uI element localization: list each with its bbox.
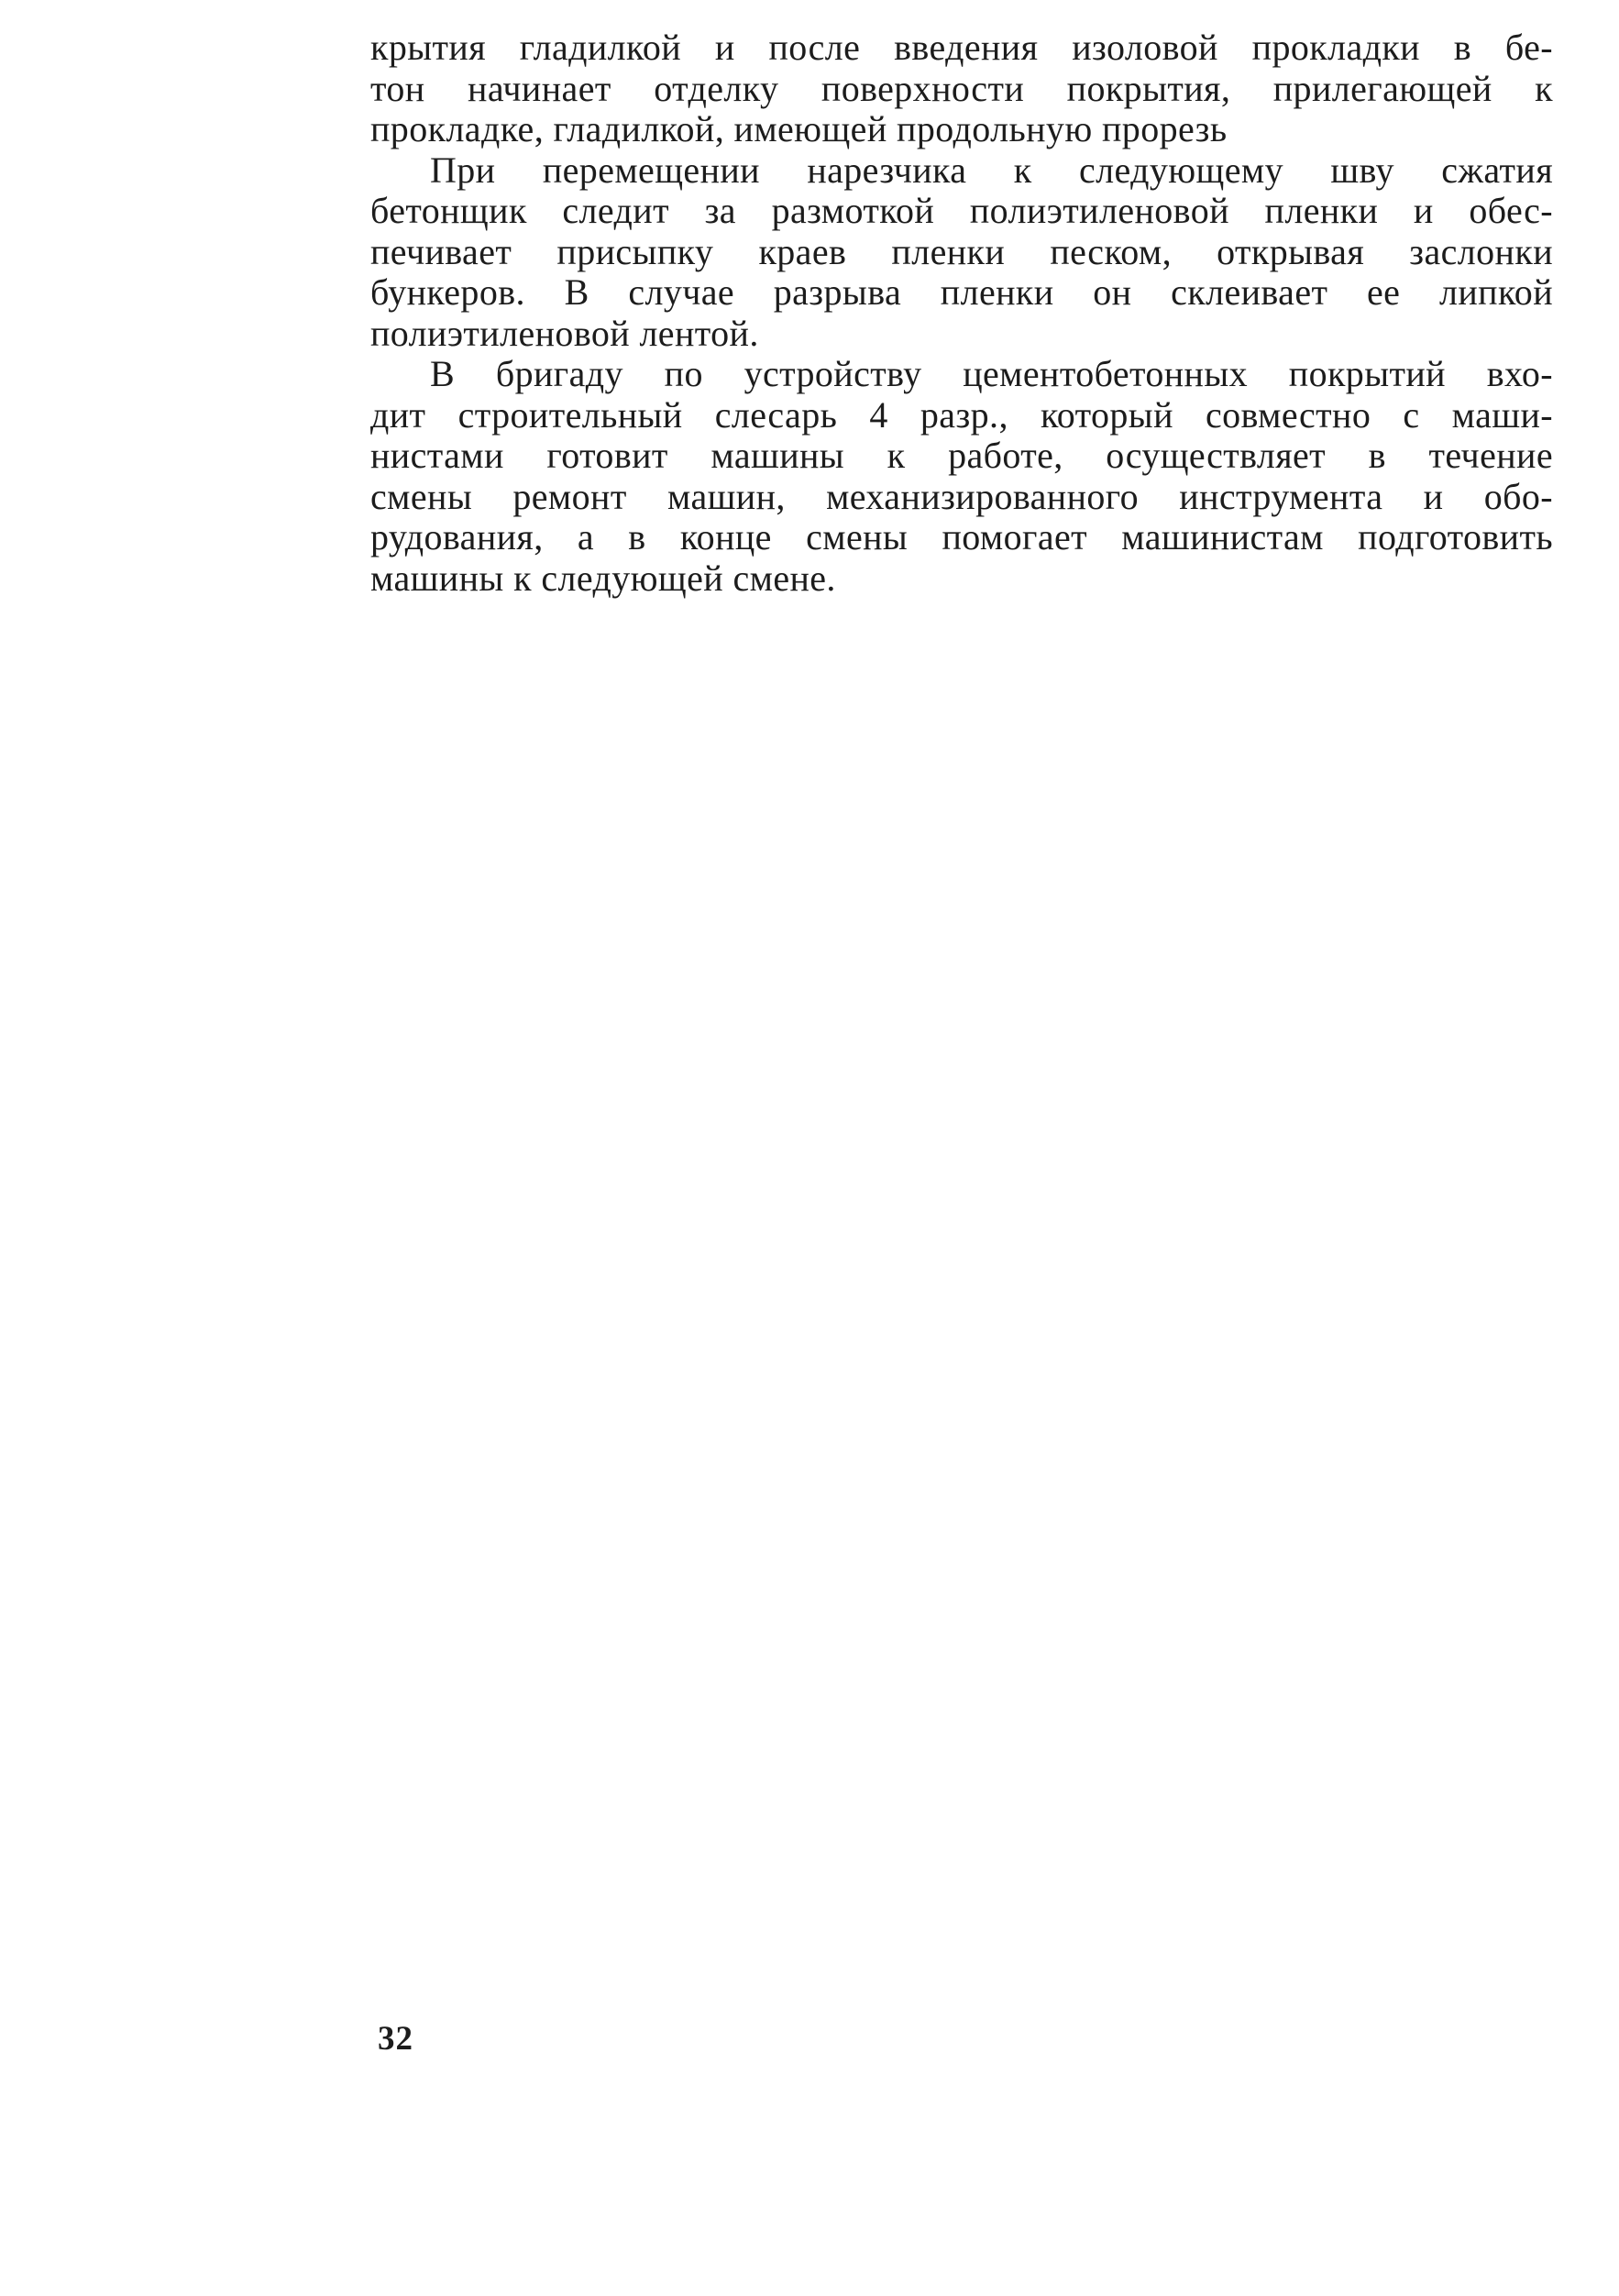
- text-line: прокладке, гладилкой, имеющей продольную прорезь: [370, 108, 1228, 149]
- text-line: В бригаду по устройству цементобетонных покрытий вхо-: [430, 353, 1553, 394]
- text-line: бетонщик следит за размоткой полиэтиленовой пленки и обес-: [370, 190, 1553, 231]
- paragraph-2: [370, 150, 1553, 355]
- text-line: крытия гладилкой и после введения изоловой прокладки в бе-: [370, 27, 1553, 68]
- text-line: машины к следующей смене.: [370, 557, 836, 599]
- paragraph-1: [370, 28, 1553, 150]
- body-text: [370, 28, 1553, 599]
- text-line: рудования, а в конце смены помогает машинистам подготовить: [370, 516, 1553, 557]
- page-number: 32: [378, 2020, 413, 2058]
- paragraph-3: [370, 354, 1553, 599]
- text-line: полиэтиленовой лентой.: [370, 312, 759, 354]
- text-line: смены ремонт машин, механизированного инструмента и обо-: [370, 475, 1553, 517]
- text-line: дит строительный слесарь 4 разр., который совместно с маши-: [370, 393, 1553, 436]
- text-line: тон начинает отделку поверхности покрытия, прилегающей к: [370, 67, 1553, 109]
- text-line: бункеров. В случае разрыва пленки он склеивает ее липкой: [370, 271, 1553, 313]
- text-line: При перемещении нарезчика к следующему шву сжатия: [430, 149, 1553, 191]
- text-line: печивает присыпку краев пленки песком, открывая заслонки: [370, 230, 1553, 272]
- text-line: нистами готовит машины к работе, осуществляет в течение: [370, 435, 1553, 476]
